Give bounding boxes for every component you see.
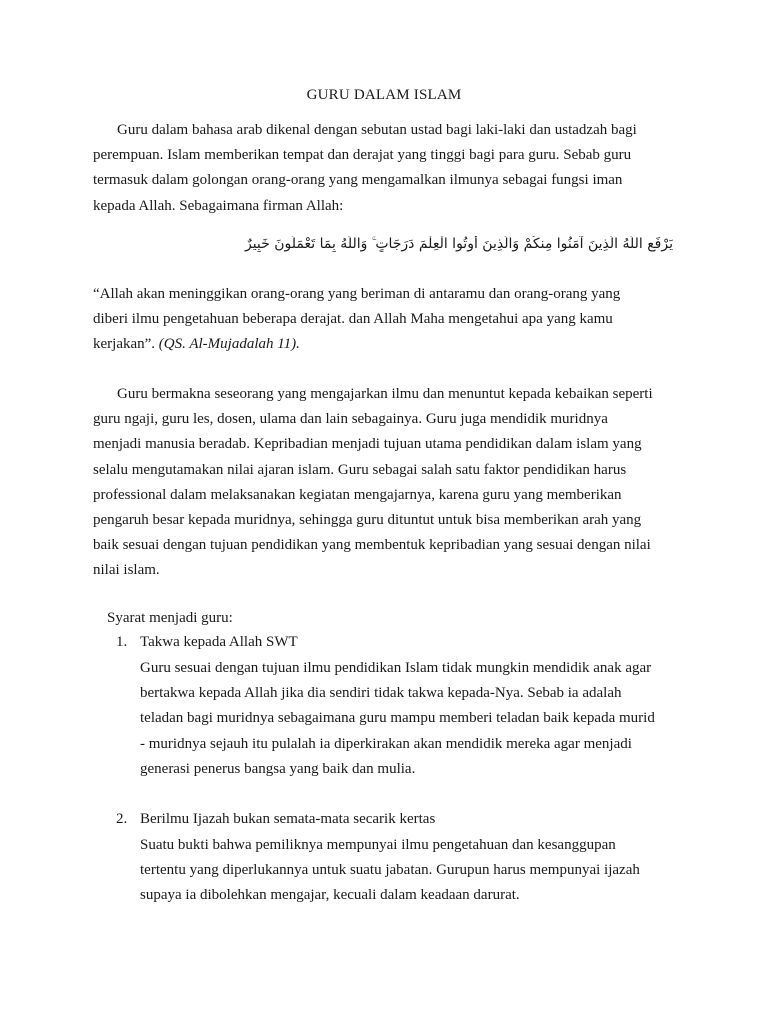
list-item-title: Takwa kepada Allah SWT xyxy=(140,634,298,650)
meaning-paragraph: Guru bermakna seseorang yang mengajarkan ilmu dan menuntut kepada kebaikan seperti guru ngaji, guru les, dosen, ulama dan lain sebagainya. Guru juga mendidik muridnya menjadi manusia beradab. Kepribadian menjadi tujuan utama pendidikan dalam islam yang selalu mengutamakan nilai ajaran islam. Guru sebagai salah satu faktor pendidikan harus professional dalam melaksanakan kegiatan mengajarnya, karena guru yang memberikan pengaruh besar kepada muridnya, sehingga guru dituntut untuk bisa memberikan arah yang baik sesuai dengan tujuan pendidikan yang membentuk kepribadian yang sesuai dengan nilai nilai islam. xyxy=(93,386,653,579)
document-title: GURU DALAM ISLAM xyxy=(306,87,462,103)
list-item-body: Suatu bukti bahwa pemiliknya mempunyai ilmu pengetahuan dan kesanggupan tertentu yang diperlukannya untuk suatu jabatan. Gurupun harus mempunyai ijazah supaya ia dibolehkan mengajar, kecuali dalam keadaan darurat. xyxy=(140,837,640,904)
list-item-number: 2. xyxy=(116,811,128,827)
verse-reference: (QS. Al-Mujadalah 11). xyxy=(158,336,300,353)
verse-translation xyxy=(93,282,673,358)
list-item-body: Guru sesuai dengan tujuan ilmu pendidikan Islam tidak mungkin mendidik anak agar bertakwa kepada Allah jika dia sendiri tidak takwa kepada-Nya. Sebab ia adalah teladan bagi muridnya sebagaimana guru mampu memberi teladan baik kepada murid - muridnya sejauh itu pulalah ia diperkirakan akan mendidik mereka agar menjadi generasi penerus bangsa yang baik dan mulia. xyxy=(140,660,655,777)
arabic-verse: يَرْفَعِ اللَّهُ الَّذِينَ آمَنُوا مِنكُمْ وَالَّذِينَ أُوتُوا الْعِلْمَ دَرَجَاتٍ ۚ وَاللَّهُ بِمَا تَعْمَلُونَ خَبِيرٌ xyxy=(244,236,673,252)
list-item-number: 1. xyxy=(116,634,128,650)
list-item-title: Berilmu Ijazah bukan semata-mata secarik kertas xyxy=(140,811,436,827)
translation-text: “Allah akan meninggikan orang-orang yang beriman di antaramu dan orang-orang yang diberi ilmu pengetahuan beberapa derajat. dan Allah Maha mengetahui apa yang kamu kerjakan”. xyxy=(93,286,621,353)
requirements-heading: Syarat menjadi guru: xyxy=(107,610,233,626)
intro-paragraph: Guru dalam bahasa arab dikenal dengan sebutan ustad bagi laki-laki dan ustadzah bagi perempuan. Islam memberikan tempat dan derajat yang tinggi bagi para guru. Sebab guru termasuk dalam golongan orang-orang yang mengamalkan ilmunya sebagai fungsi iman kepada Allah. Sebagaimana firman Allah: xyxy=(93,122,637,214)
